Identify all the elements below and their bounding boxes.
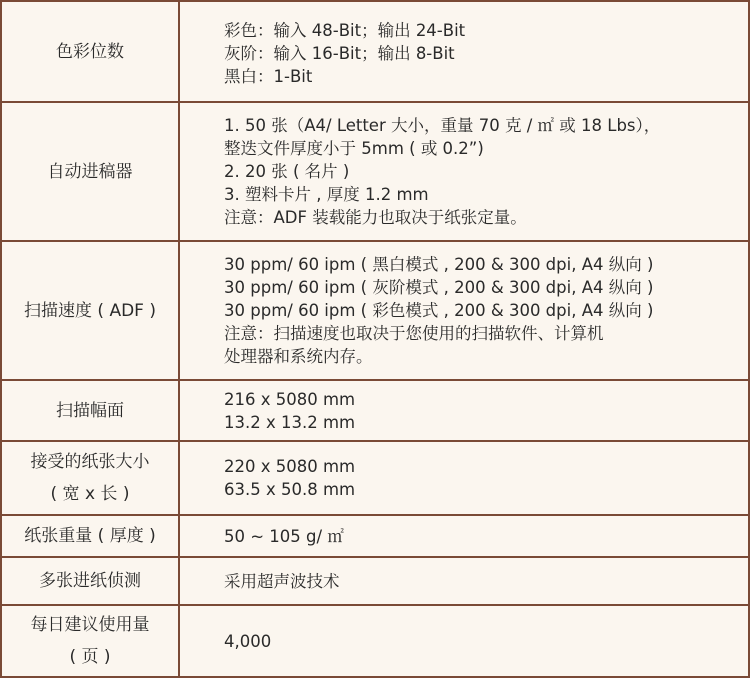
row-label [1,605,179,677]
value-line: 4,000 [224,631,272,651]
table-row [1,515,749,557]
row-label-text: 纸张重量 ( 厚度 ) [24,526,156,546]
table-row [1,557,749,605]
row-value [179,1,749,102]
row-label [1,557,179,605]
row-label [1,441,179,515]
table-row [1,605,749,677]
value-line: 处理器和系统内存。 [224,347,373,366]
table-row [1,241,749,380]
row-value [179,380,749,441]
row-label-text: ( 宽 x 长 ) [50,484,130,504]
value-line: 黑白：1-Bit [224,67,313,86]
value-line: 注意：扫描速度也取决于您使用的扫描软件、计算机 [224,324,604,343]
table-row [1,102,749,241]
row-value [179,557,749,605]
row-label [1,1,179,102]
value-line: 整迭文件厚度小于 5mm ( 或 0.2”) [224,139,484,158]
row-label-text: 多张进纸侦测 [39,571,141,591]
row-label-text: 色彩位数 [56,41,124,62]
row-label [1,515,179,557]
value-line: 注意：ADF 装载能力也取决于纸张定量。 [224,208,527,227]
table-row [1,441,749,515]
table-row [1,380,749,441]
row-label-text: 每日建议使用量 [30,615,150,635]
value-line: 220 x 5080 mm [224,457,356,476]
row-value [179,441,749,515]
row-label-text: ( 页 ) [69,647,111,667]
value-line: 63.5 x 50.8 mm [224,480,356,499]
value-line: 3. 塑料卡片 , 厚度 1.2 mm [224,185,429,204]
value-line: 采用超声波技术 [224,571,340,591]
row-label-text: 自动进稿器 [47,161,133,182]
row-label-text: 接受的纸张大小 [30,452,150,472]
row-value [179,102,749,241]
row-label [1,102,179,241]
row-label [1,380,179,441]
value-line: 灰阶：输入 16-Bit；输出 8-Bit [224,44,455,63]
value-line: 30 ppm/ 60 ipm ( 彩色模式 , 200 & 300 dpi, A4 纵向 ) [224,301,654,320]
value-line: 13.2 x 13.2 mm [224,412,356,432]
row-label-text: 扫描幅面 [56,400,124,421]
row-label [1,241,179,380]
value-line: 2. 20 张 ( 名片 ) [224,162,350,181]
value-line: 30 ppm/ 60 ipm ( 灰阶模式 , 200 & 300 dpi, A4 纵向 ) [224,278,654,297]
value-line: 1. 50 张（A4/ Letter 大小，重量 70 克 / ㎡ 或 18 Lbs）， [224,116,661,135]
row-label-text: 扫描速度 ( ADF ) [24,300,156,321]
value-line: 彩色：输入 48-Bit；输出 24-Bit [224,21,466,40]
value-line: 30 ppm/ 60 ipm ( 黑白模式 , 200 & 300 dpi, A4 纵向 ) [224,255,654,274]
row-value [179,515,749,557]
value-line: 216 x 5080 mm [224,389,356,409]
value-line: 50 ~ 105 g/ ㎡ [224,526,344,546]
row-value [179,605,749,677]
row-value [179,241,749,380]
table-row [1,1,749,102]
